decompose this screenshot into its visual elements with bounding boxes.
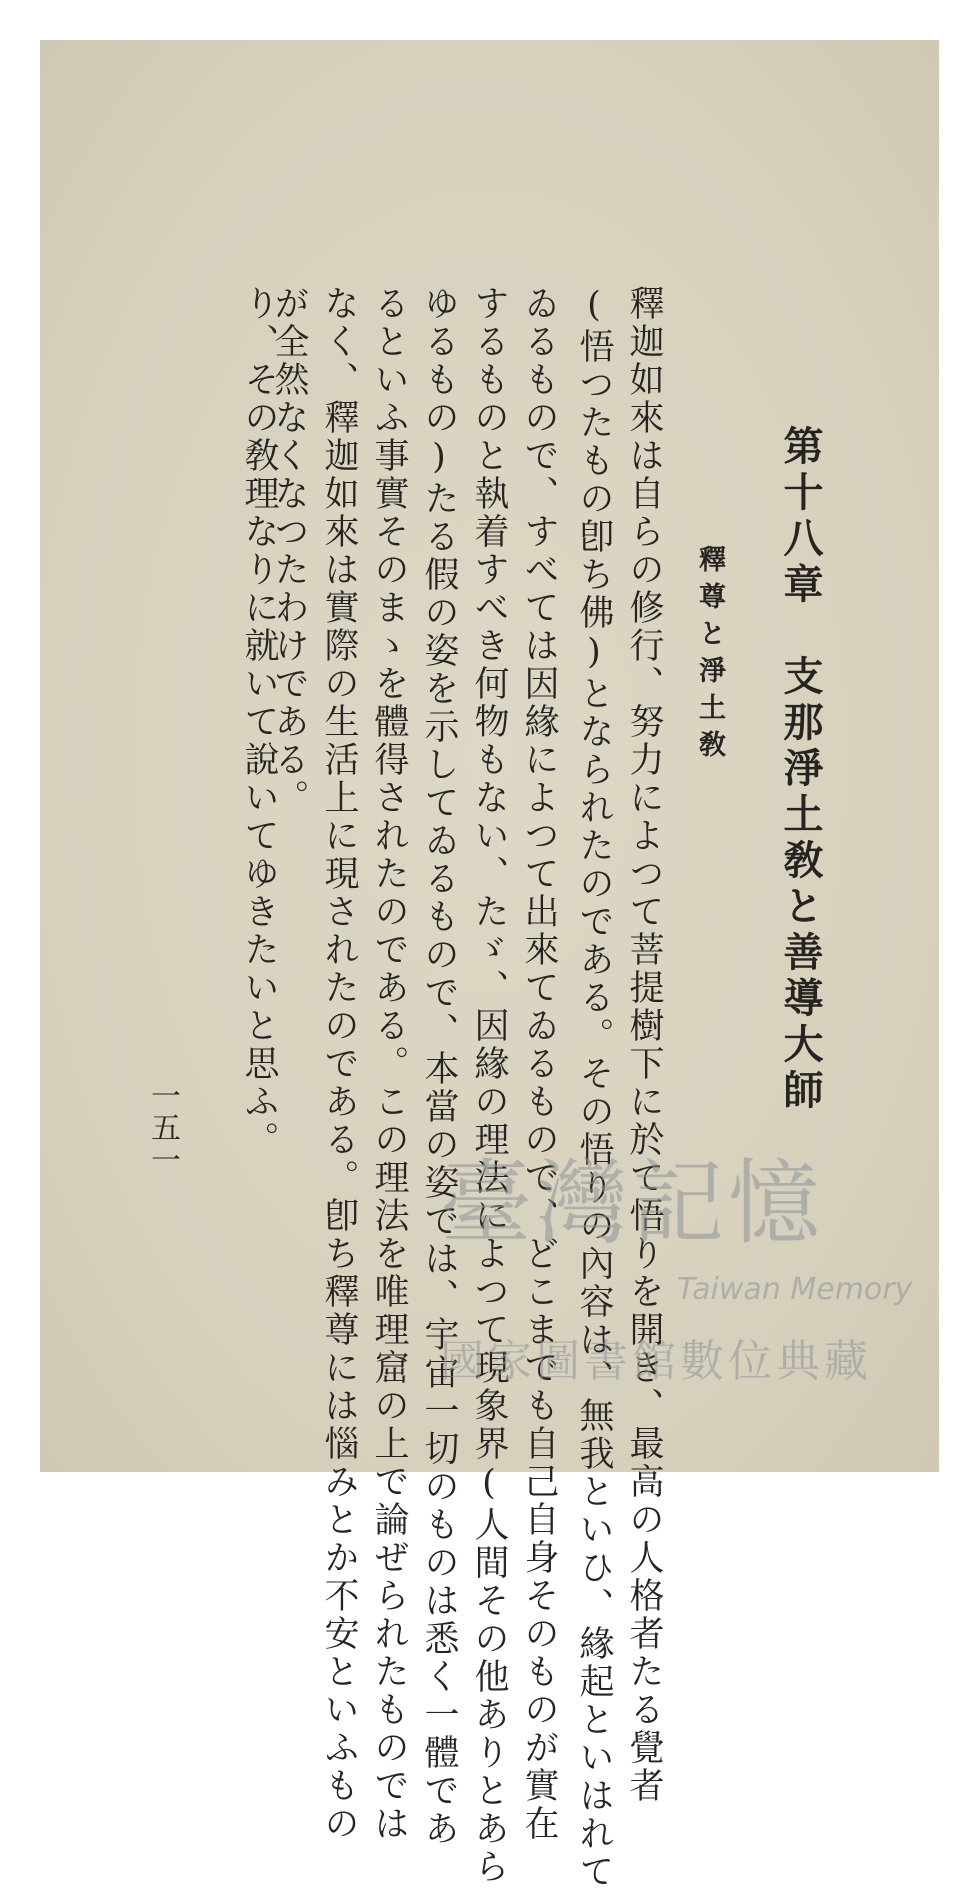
text-line-7: るといふ事實そのまゝを體得されたのである。この理法を唯理窟の上で論ぜられたものでは: [369, 285, 409, 1843]
watermark-logo: 臺灣記憶: [440, 1150, 825, 1257]
page-number: 一五一: [145, 1080, 180, 1176]
text-line-5: するものと執着すべき何物もない、たゞ、因緣の理法によつて現象界(人間その他ありとあら: [469, 285, 509, 1886]
section-title: 釋尊と淨土敎: [694, 545, 725, 767]
watermark-english: Taiwan Memory: [677, 1272, 913, 1307]
text-line-1: り、その敎理なりに就いて說いてゆきたいと思ふ。: [239, 285, 279, 1159]
text-line-9: が全然なくなつたわけである。: [269, 285, 309, 817]
text-line-3: (悟つたもの卽ち佛)となられたのである。その悟りの內容は、無我といひ、緣起といはれて: [574, 285, 614, 1891]
text-line-4: ゐるもので、すべては因緣によつて出來てゐるもので、どこまでも自己自身そのものが實在: [519, 285, 559, 1843]
chapter-title: 第十八章 支那淨土敎と善導大師: [777, 425, 824, 1115]
text-line-6: ゆるもの)たる假の姿を示してゐるもので、本當の姿では、宇宙一切のものは悉く一體であ: [419, 285, 459, 1848]
text-line-8: なく、釋迦如來は實際の生活上に現されたのである。卽ち釋尊には惱みとか不安といふもの: [319, 285, 359, 1843]
text-line-2: 釋迦如來は自らの修行、努力によつて菩提樹下に於て悟りを開き、最高の人格者たる覺者: [624, 285, 664, 1805]
watermark-institution: 國家圖書館數位典藏: [440, 1336, 872, 1387]
